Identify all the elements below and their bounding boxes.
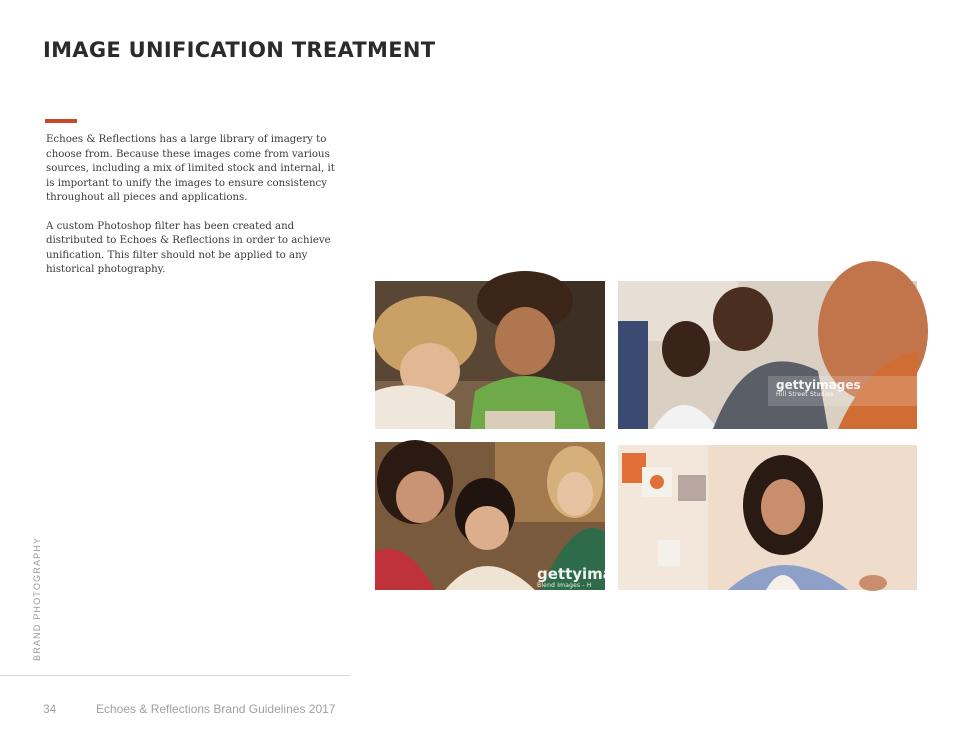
footer-text: Echoes & Reflections Brand Guidelines 2017 xyxy=(96,702,336,716)
watermark-credit: Hill Street Studios xyxy=(776,391,834,398)
photo-students-listening xyxy=(618,281,917,429)
photo-women-collaborating xyxy=(375,281,605,429)
page-number: 34 xyxy=(43,702,57,716)
photo-woman-speaking xyxy=(618,445,917,590)
body-paragraph-1: Echoes & Reflections has a large library of imagery to choose from. Because these images come from various sources, including a mix of limited stock and internal, it is important to unify the images to ensure consistency throughout all pieces and applications. xyxy=(46,134,335,203)
watermark-credit: Blend Images - H xyxy=(537,582,592,589)
photo-group-smiling xyxy=(375,442,613,590)
watermark-text: gettyima xyxy=(537,565,613,583)
body-copy xyxy=(46,133,336,292)
side-label: BRAND PHOTOGRAPHY xyxy=(32,536,42,661)
getty-watermark xyxy=(776,378,861,398)
getty-watermark xyxy=(537,565,613,589)
watermark-text: gettyimages xyxy=(776,378,861,392)
footer-divider xyxy=(0,675,350,676)
accent-bar xyxy=(45,119,77,123)
page-title: IMAGE UNIFICATION TREATMENT xyxy=(43,38,436,62)
body-paragraph-2: A custom Photoshop filter has been created and distributed to Echoes & Reflections in order to achieve unification. This filter should not be applied to any historical photography. xyxy=(46,220,331,275)
